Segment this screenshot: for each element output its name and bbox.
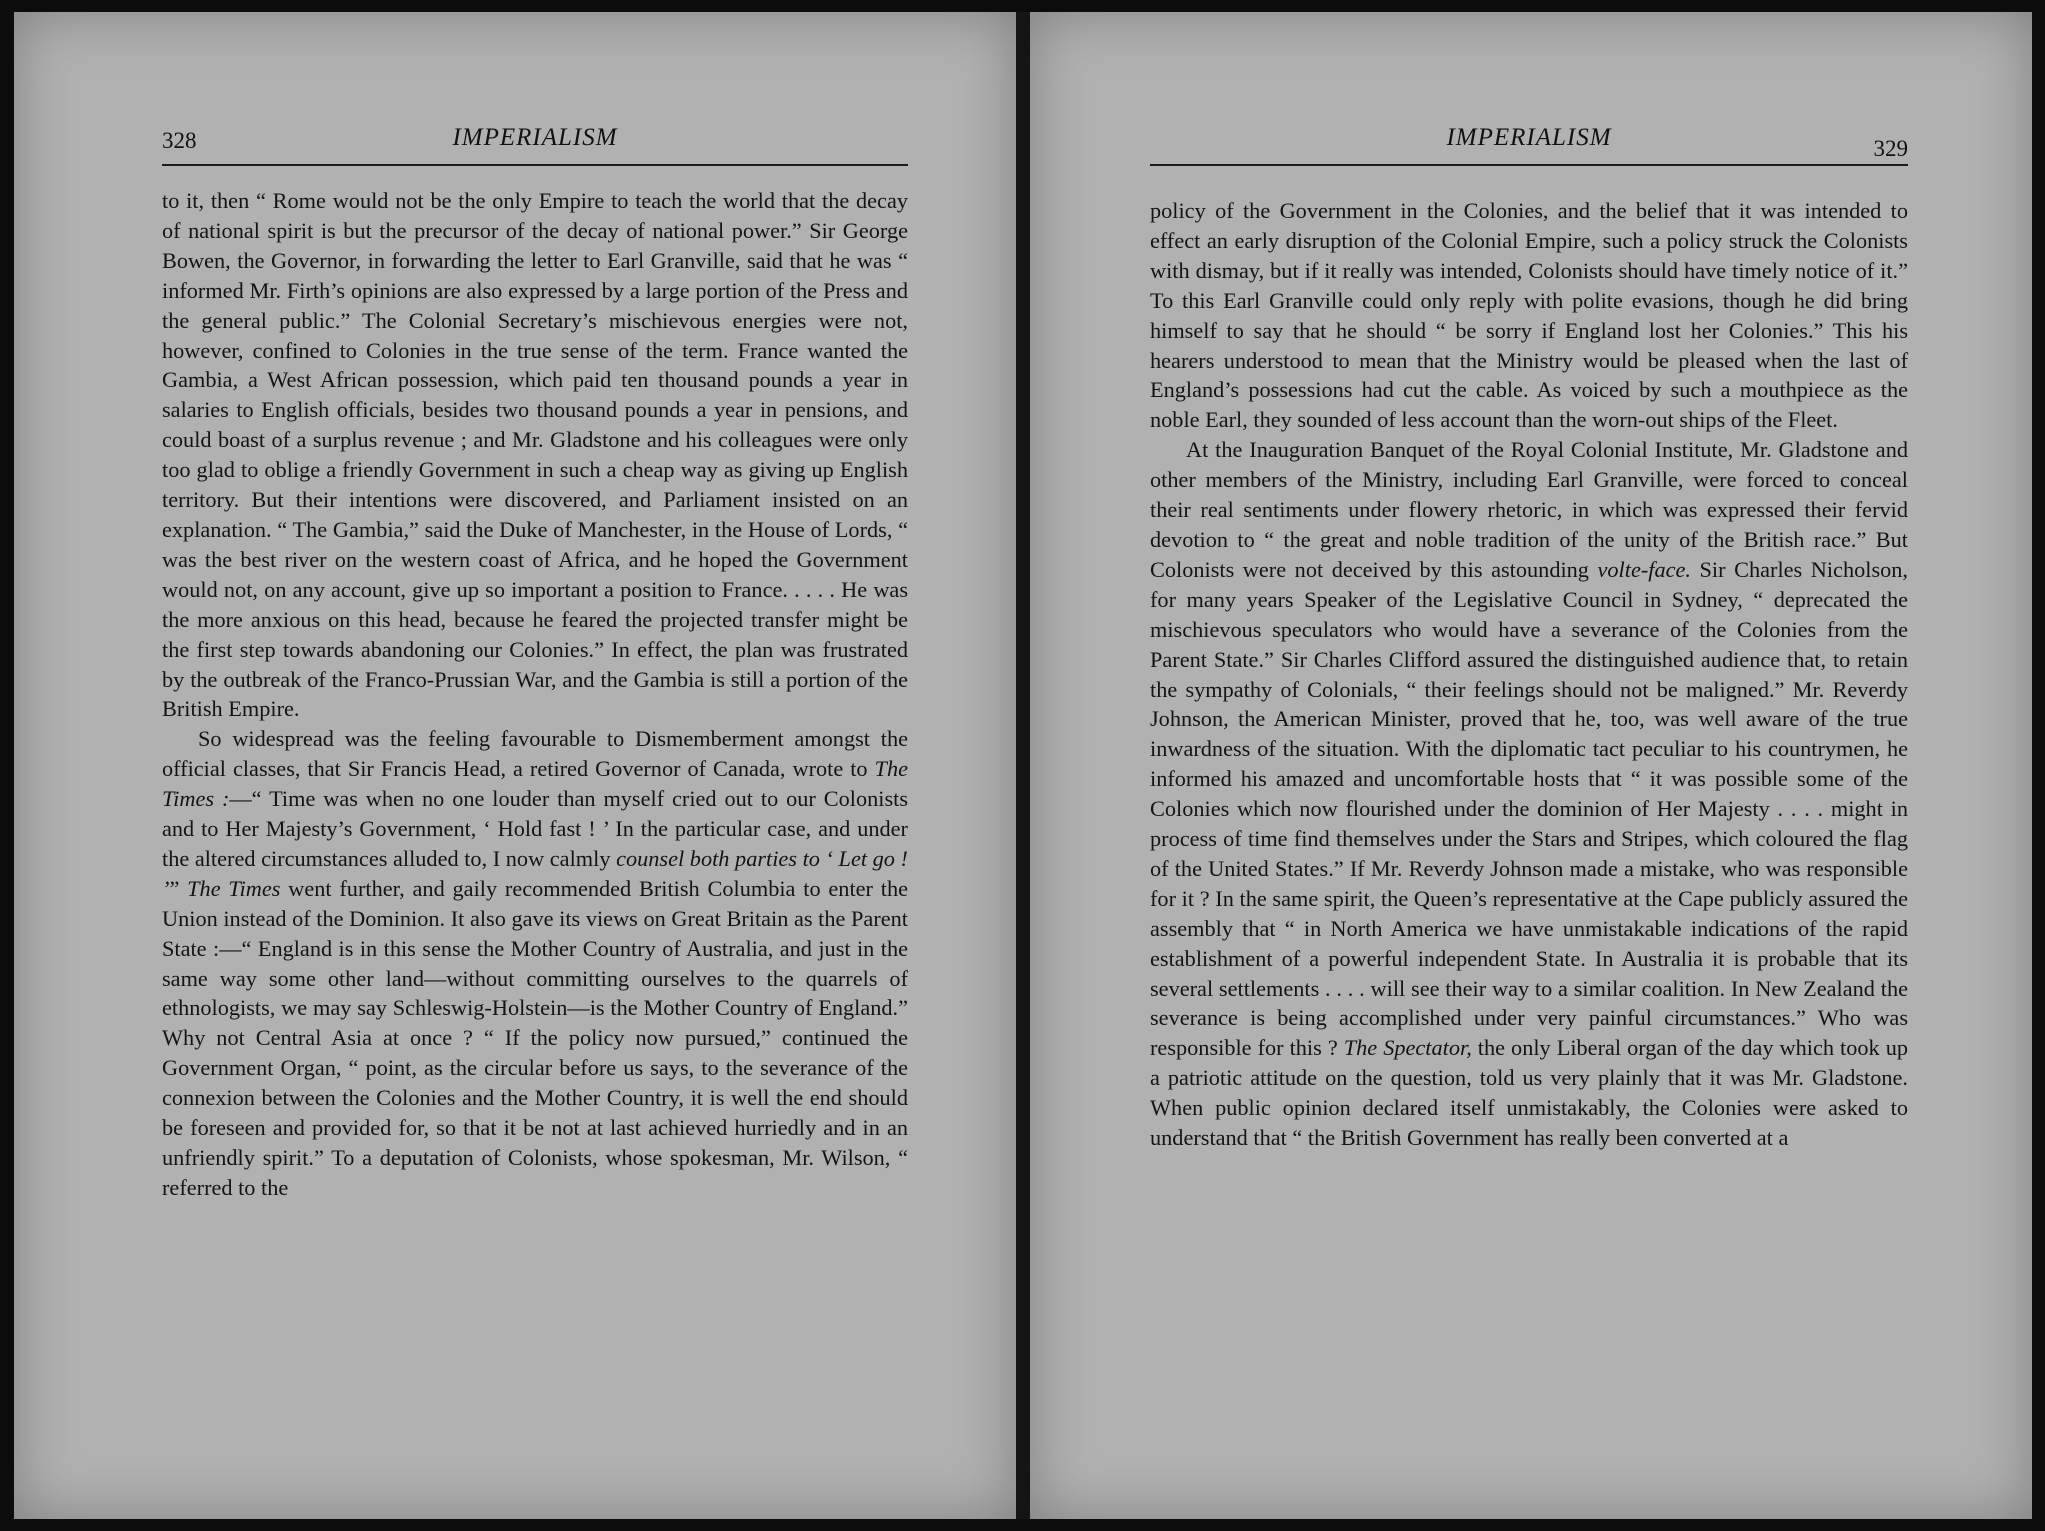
running-head	[162, 124, 908, 166]
text-run: So widespread was the feeling favourable to Dismemberment amongst the official classes, that Sir Francis Head, a retired Governor of Canada, wrote to	[162, 726, 908, 782]
paragraph	[162, 186, 908, 724]
italic-run: volte-face.	[1597, 556, 1691, 582]
paragraph	[1150, 196, 1908, 435]
running-head	[1150, 124, 1908, 166]
italic-run: The Spectator,	[1343, 1035, 1472, 1061]
text-run: went further, and gaily recommended British Columbia to enter the Union instead of the Dominion. It also gave its views on Great Britain as the Parent State :—“ England is in this sense the Mother Country of Australia, and just in the same way some other land—without committing ourselves to the quarrels of ethnologists, we may say Schleswig-Holstein—is the Mother Country of England.” Why not Central Asia at once ? “ If the policy now pursued,” continued the Government Organ, “ point, as the circular before us says, to the severance of the connexion between the Colonies and the Mother Country, it is well the end should be foreseen and provided for, so that it be not at last achieved hurriedly and in an unfriendly spirit.” To a deputation of Colonists, whose spokesman, Mr. Wilson, “ referred to the	[162, 875, 908, 1200]
text-run: At the Inauguration Banquet of the Royal Colonial Institute, Mr. Gladstone and other members of the Ministry, including Earl Granville, were forced to conceal their real sentiments under flowery rhetoric, in which was expressed their fervid devotion to “ the great and noble tradition of the unity of the British race.” But Colonists were not deceived by this astounding	[1150, 437, 1908, 582]
page-number: 328	[162, 128, 197, 153]
body-text	[162, 186, 908, 1203]
paragraph	[1150, 435, 1908, 1153]
text-run: ”	[169, 875, 188, 901]
running-title: IMPERIALISM	[1446, 124, 1612, 151]
right-page	[1030, 12, 2032, 1519]
running-title: IMPERIALISM	[452, 124, 618, 151]
italic-run: The Times	[187, 875, 281, 901]
book-gutter	[1016, 12, 1030, 1519]
text-run: —“ Time was when no one louder than myself cried out to our Colonists and to Her Majesty’s Government, ‘ Hold fast ! ’ In the particular case, and under the altered circumstances alluded to, I now calmly	[162, 786, 908, 871]
text-run: policy of the Government in the Colonies, and the belief that it was intended to effect an early disruption of the Colonial Empire, such a policy struck the Colonists with dismay, but if it really was intended, Colonists should have timely notice of it.” To this Earl Granville could only reply with polite evasions, though he did bring himself to say that he should “ be sorry if England lost her Colonies.” This his hearers understood to mean that the Ministry would be pleased when the last of England’s possessions had cut the cable. As voiced by such a mouthpiece as the noble Earl, they sounded of less account than the worn-out ships of the Fleet.	[1150, 198, 1908, 433]
page-number: 329	[1873, 136, 1908, 161]
left-page	[14, 12, 1016, 1519]
paragraph	[162, 724, 908, 1203]
text-run: to it, then “ Rome would not be the only Empire to teach the world that the decay of national spirit is but the precursor of the decay of national power.” Sir George Bowen, the Governor, in forwarding the letter to Earl Granville, said that he was “ informed Mr. Firth’s opinions are also expressed by a large portion of the Press and the general public.” The Colonial Secretary’s mischievous energies were not, however, confined to Colonies in the true sense of the term. France wanted the Gambia, a West African possession, which paid ten thousand pounds a year in salaries to English officials, besides two thousand pounds a year in pensions, and could boast of a surplus revenue ; and Mr. Gladstone and his colleagues were only too glad to oblige a friendly Government in such a cheap way as giving up English territory. But their intentions were discovered, and Parliament insisted on an explanation. “ The Gambia,” said the Duke of Manchester, in the House of Lords, “ was the best river on the western coast of Africa, and he hoped the Government would not, on any account, give up so important a position to France. . . . . He was the more anxious on this head, because he feared the projected transfer might be the first step towards abandoning our Colonies.” In effect, the plan was frustrated by the outbreak of the Franco-Prussian War, and the Gambia is still a portion of the British Empire.	[162, 188, 908, 722]
body-text	[1150, 196, 1908, 1153]
text-run: the only Liberal organ of the day which took up a patriotic attitude on the question, told us very plainly that it was Mr. Gladstone. When public opinion declared itself unmistakably, the Colonies were asked to understand that “ the British Government has really been converted at a	[1150, 1035, 1909, 1151]
italic-run: counsel both parties to ‘ Let go ! ’	[162, 845, 908, 901]
text-run: Sir Charles Nicholson, for many years Speaker of the Legislative Council in Sydney, “ deprecated the mischievous speculators who would have a severance of the Colonies from the Parent State.” Sir Charles Clifford assured the distinguished audience that, to retain the sympathy of Colonials, “ their feelings should not be maligned.” Mr. Reverdy Johnson, the American Minister, proved that he, too, was well aware of the true inwardness of the situation. With the diplomatic tact peculiar to his countrymen, he informed his amazed and uncomfortable hosts that “ it was possible some of the Colonies which now flourished under the dominion of Her Majesty . . . . might in process of time find themselves under the Stars and Stripes, which coloured the flag of the United States.” If Mr. Reverdy Johnson made a mistake, who was responsible for it ? In the same spirit, the Queen’s representative at the Cape publicly assured the assembly that “ in North America we have unmistakable indications of the rapid establishment of a powerful independent State. In Australia it is probable that its several settlements . . . . will see their way to a similar coalition. In New Zealand the severance is being accomplished under very painful circumstances.” Who was responsible for this ?	[1150, 556, 1908, 1061]
italic-run: The Times :	[162, 756, 908, 812]
